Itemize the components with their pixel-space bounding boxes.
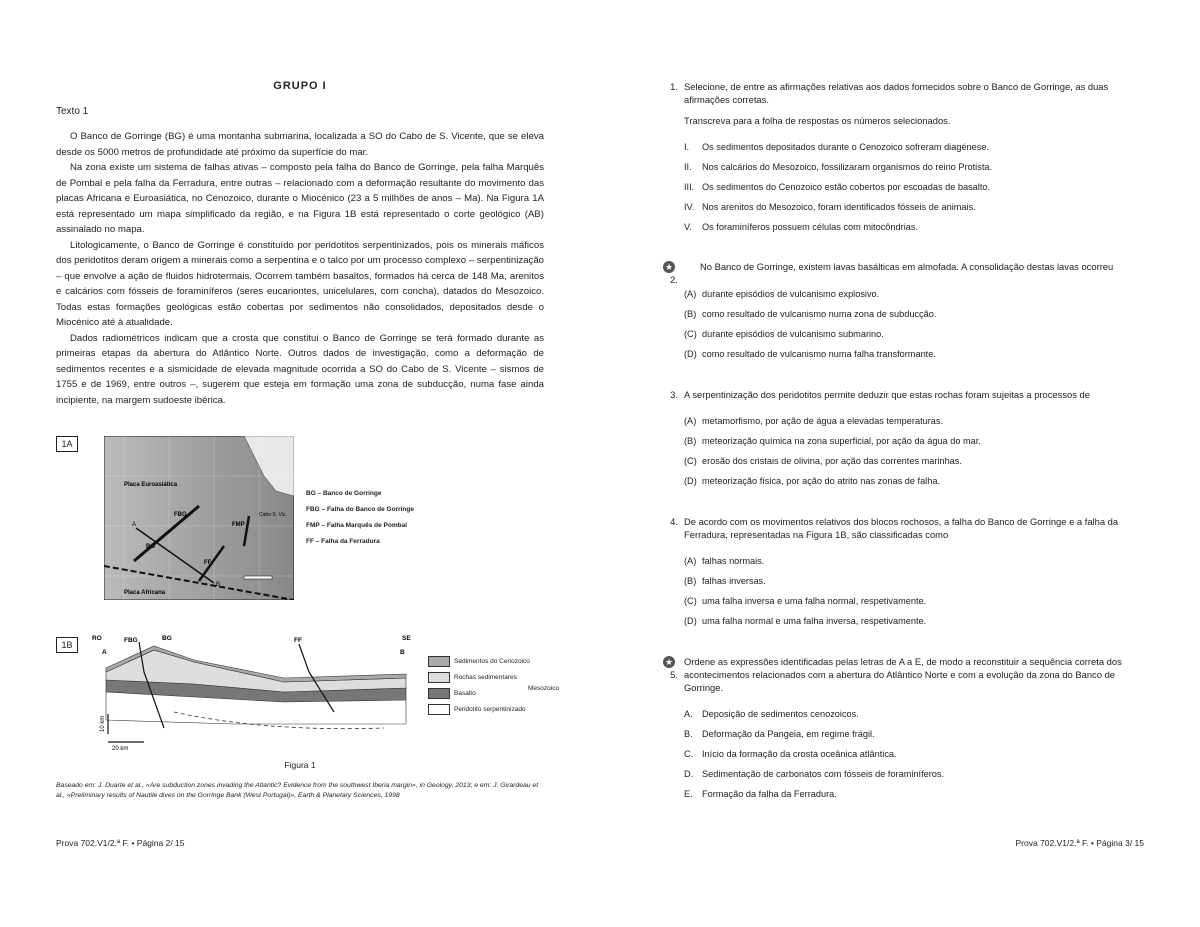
option-item[interactable] [684, 329, 884, 339]
option-text: durante episódios de vulcanismo explosivo. [702, 289, 880, 299]
question-text: A serpentinização dos peridotitos permite deduzir que estas rochas foram sujeitas a processos de [684, 389, 1090, 400]
option-text: erosão dos cristais de olivina, por ação das correntes marinhas. [702, 456, 962, 466]
statement-text: Os sedimentos do Cenozoico estão cobertos por escoadas de basalto. [702, 182, 991, 192]
fig1a-map [104, 436, 294, 600]
option-item[interactable] [684, 416, 943, 426]
statement-item [684, 222, 918, 232]
option-letter: (B) [684, 576, 697, 586]
option-item[interactable] [684, 476, 940, 486]
question-4 [656, 515, 1144, 541]
sequence-letter: E. [684, 789, 693, 799]
instructions-text: Transcreva para a folha de respostas os números selecionados. [684, 115, 951, 126]
sequence-item [684, 729, 875, 739]
sequence-text: Deformação da Pangeia, em regime frágil. [702, 729, 875, 739]
mesozoico-label: Mesozoico [528, 685, 560, 692]
option-text: meteorização química na zona superficial, por ação da água do mar. [702, 436, 981, 446]
sequence-item [684, 789, 837, 799]
legend-swatch-serpentinite [428, 704, 450, 715]
sequence-text: Deposição de sedimentos cenozoicos. [702, 709, 859, 719]
option-text: falhas inversas. [702, 576, 766, 586]
question-text: Ordene as expressões identificadas pelas letras de A a E, de modo a reconstituir a sequência correta dos acontecimentos relacionados com a abertura do Atlântico Norte e com a evolução da zona do Banco de Gorringe. [684, 656, 1122, 693]
fig1a-legend [306, 490, 414, 554]
question-text: Selecione, de entre as afirmações relativas aos dados fornecidos sobre o Banco de Gorringe, as duas afirmações corretas. [684, 81, 1109, 105]
legend-item: Basalto [454, 690, 476, 698]
map-label-bg: BG [146, 544, 155, 550]
paragraph: Na zona existe um sistema de falhas ativas – composto pela falha do Banco de Gorringe, pela falha Marquês de Pombal e pela falha da Ferradura, entre outras – relacionado com a deformação resultante do movimento das placas Africana e Euroasiática, no Cenozoico, durante o Miocénico (23 a 5 milhões de anos – Ma). Na Figura 1A está representado um mapa simplificado da região, e na Figura 1B está representado o corte geológico (AB) assinalado no mapa. [56, 162, 544, 235]
option-item[interactable] [684, 576, 766, 586]
map-label-b: B [216, 582, 221, 588]
question-number-wrap [656, 260, 678, 286]
option-item[interactable] [684, 289, 879, 299]
right-page [600, 0, 1200, 927]
statement-item [684, 182, 990, 192]
footer-left: Prova 702.V1/2.ª F. • Página 2/ 15 [56, 838, 185, 848]
option-text: meteorização física, por ação do atrito nas zonas de falha. [702, 476, 940, 486]
option-letter: (A) [684, 556, 697, 566]
question-2 [656, 260, 1144, 285]
paragraph: Dados radiométricos indicam que a crosta que constitui o Banco de Gorringe se terá formado durante as primeiras etapas da abertura do Atlântico Norte. Outros dados de investigação, como a deformação de sedimentos recentes e a sismicidade de elevada magnitude ocorrida a SO do Cabo de S. Vicente – sismos de 1755 e de 1969, entre outros –, sugerem que esteja em formação uma zona de subducção, numa fase ainda incipiente, na margem sudoeste ibérica. [56, 332, 544, 406]
legend-item: Sedimentos do Cenozoico [454, 658, 530, 666]
sequence-item [684, 709, 859, 719]
option-item[interactable] [684, 436, 981, 446]
statement-number: I. [684, 142, 690, 152]
figure-source: Baseado em: J. Duarte et al., «Are subduction zones invading the Atlantic? Evidence from the southwest Iberia margin», in Geology, 2013; e em: J. Girardeau et al., «Preliminary results of Nautile dives on the Gorringe Bank (West Portugal)», Earth & Planetary Sciences, 1998 [56, 782, 539, 799]
footer-right: Prova 702.V1/2.ª F. • Página 3/ 15 [1015, 838, 1144, 848]
question-1 [656, 80, 1144, 106]
option-text: uma falha normal e uma falha inversa, respetivamente. [702, 616, 927, 626]
option-letter: (B) [684, 309, 697, 319]
question-number: 4. [670, 516, 678, 527]
map-label-euro: Placa Euroasiática [124, 482, 178, 488]
sec-label-fbg: FBG [124, 637, 138, 644]
sequence-text: Início da formação da crosta oceânica atlântica. [702, 749, 897, 759]
option-letter: (D) [684, 616, 697, 626]
statement-number: V. [684, 222, 692, 232]
statement-item [684, 142, 989, 152]
map-label-fmp: FMP [232, 522, 245, 528]
texto-label: Texto 1 [56, 106, 89, 117]
statement-text: Os foraminíferos possuem células com mitocôndrias. [702, 222, 918, 232]
question-number: 1. [670, 81, 678, 92]
sequence-letter: A. [684, 709, 693, 719]
sec-label-a: A [102, 649, 107, 656]
sec-label-bg: BG [162, 635, 172, 642]
question-number: 2. [670, 274, 678, 285]
option-letter: (D) [684, 349, 697, 359]
option-letter: (A) [684, 289, 697, 299]
option-item[interactable] [684, 556, 764, 566]
option-text: durante episódios de vulcanismo submarino. [702, 329, 884, 339]
body-text [56, 129, 544, 408]
map-label-ff: FF [204, 560, 212, 566]
question-5 [656, 655, 1144, 694]
option-item[interactable] [684, 616, 926, 626]
sequence-text: Sedimentação de carbonatos com fósseis de foraminíferos. [702, 769, 945, 779]
fig1b-section [84, 632, 414, 752]
option-text: falhas normais. [702, 556, 765, 566]
option-letter: (C) [684, 596, 697, 606]
figure-caption: Figura 1 [284, 760, 316, 770]
option-letter: (D) [684, 476, 697, 486]
fig1b-legend [428, 656, 530, 720]
legend-swatch-sedimentary [428, 672, 450, 683]
legend-item: BG – Banco de Gorringe [306, 490, 382, 497]
sec-label-ff: FF [294, 637, 302, 644]
question-text: No Banco de Gorringe, existem lavas basálticas em almofada. A consolidação destas lavas ocorreu [700, 261, 1114, 272]
sec-label-se: SE [402, 635, 411, 642]
sequence-letter: C. [684, 749, 694, 759]
paragraph: Litologicamente, o Banco de Gorringe é constituído por peridotitos serpentinizados, pois os minerais máficos dos peridotitos deram origem a minerais como a serpentina e o talco por um processo complexo – serpentinização – que envolve a ação de fluidos hidrotermais. Ocorrem também basaltos, formados há cerca de 148 Ma, arenitos e calcários com fósseis de foraminíferos (seres eucariontes, unicelulares, com concha), datados do Mesozoico. Todas estas formações geológicas estão cobertas por sedimentos não consolidados, depositados desde o Miocénico até à atualidade. [56, 239, 544, 328]
statement-number: IV. [684, 202, 695, 212]
sequence-letter: D. [684, 769, 694, 779]
statement-text: Os sedimentos depositados durante o Cenozoico sofreram diagénese. [702, 142, 990, 152]
legend-item: Rochas sedimentares [454, 674, 517, 682]
option-letter: (A) [684, 416, 697, 426]
question-3 [656, 388, 1144, 401]
legend-swatch-cenozoic [428, 656, 450, 667]
map-label-afr: Placa Africana [124, 590, 166, 596]
option-text: uma falha inversa e uma falha normal, respetivamente. [702, 596, 927, 606]
sequence-item [684, 749, 897, 759]
statement-text: Nos arenitos do Mesozoico, foram identificados fósseis de animais. [702, 202, 976, 212]
question-number: 3. [670, 389, 678, 400]
map-label-cabo: Cabo S. Vic. [259, 512, 287, 518]
option-letter: (C) [684, 329, 697, 339]
map-scale-bar [244, 576, 272, 579]
legend-item: Peridotito serpentinizado [454, 706, 526, 714]
fig1a-label: 1A [56, 436, 78, 452]
option-item[interactable] [684, 596, 926, 606]
option-text: como resultado de vulcanismo numa zona de subducção. [702, 309, 937, 319]
option-text: metamorfismo, por ação de água a elevadas temperaturas. [702, 416, 944, 426]
group-title: GRUPO I [273, 80, 327, 92]
star-icon: ★ [664, 262, 674, 272]
question-number-wrap [656, 655, 678, 681]
sec-label-b: B [400, 649, 405, 656]
map-label-a: A [132, 522, 137, 528]
option-item[interactable] [684, 309, 936, 319]
statement-number: II. [684, 162, 692, 172]
question-text: De acordo com os movimentos relativos dos blocos rochosos, a falha do Banco de Gorringe e a falha da Ferradura, representadas na Figura 1B, são classificadas como [684, 516, 1119, 540]
scale-v: 10 km [100, 715, 106, 732]
legend-item: FBG – Falha do Banco de Gorringe [306, 506, 414, 513]
statement-number: III. [684, 182, 695, 192]
sequence-letter: B. [684, 729, 693, 739]
statement-text: Nos calcários do Mesozoico, fossilizaram organismos do reino Protista. [702, 162, 993, 172]
question-1-instructions [656, 114, 1144, 127]
statement-item [684, 162, 992, 172]
legend-item: FF – Falha da Ferradura [306, 538, 380, 545]
paragraph: O Banco de Gorringe (BG) é uma montanha submarina, localizada a SO do Cabo de S. Vicente, que se eleva desde os 5000 metros de profundidade até próximo da superfície do mar. [56, 131, 544, 158]
option-item[interactable] [684, 456, 962, 466]
star-icon: ★ [664, 657, 674, 667]
sequence-item [684, 769, 944, 779]
map-label-fbg: FBG [174, 512, 187, 518]
scale-h: 20 km [112, 746, 129, 752]
option-letter: (B) [684, 436, 697, 446]
legend-item: FMP – Falha Marquês de Pombal [306, 522, 408, 529]
option-letter: (C) [684, 456, 697, 466]
question-number: 5. [670, 669, 678, 680]
option-item[interactable] [684, 349, 936, 359]
sec-label-ro: RO [92, 635, 102, 642]
sequence-text: Formação da falha da Ferradura. [702, 789, 837, 799]
statement-item [684, 202, 976, 212]
fig1b-label: 1B [56, 637, 78, 653]
legend-swatch-basalt [428, 688, 450, 699]
option-text: como resultado de vulcanismo numa falha transformante. [702, 349, 936, 359]
